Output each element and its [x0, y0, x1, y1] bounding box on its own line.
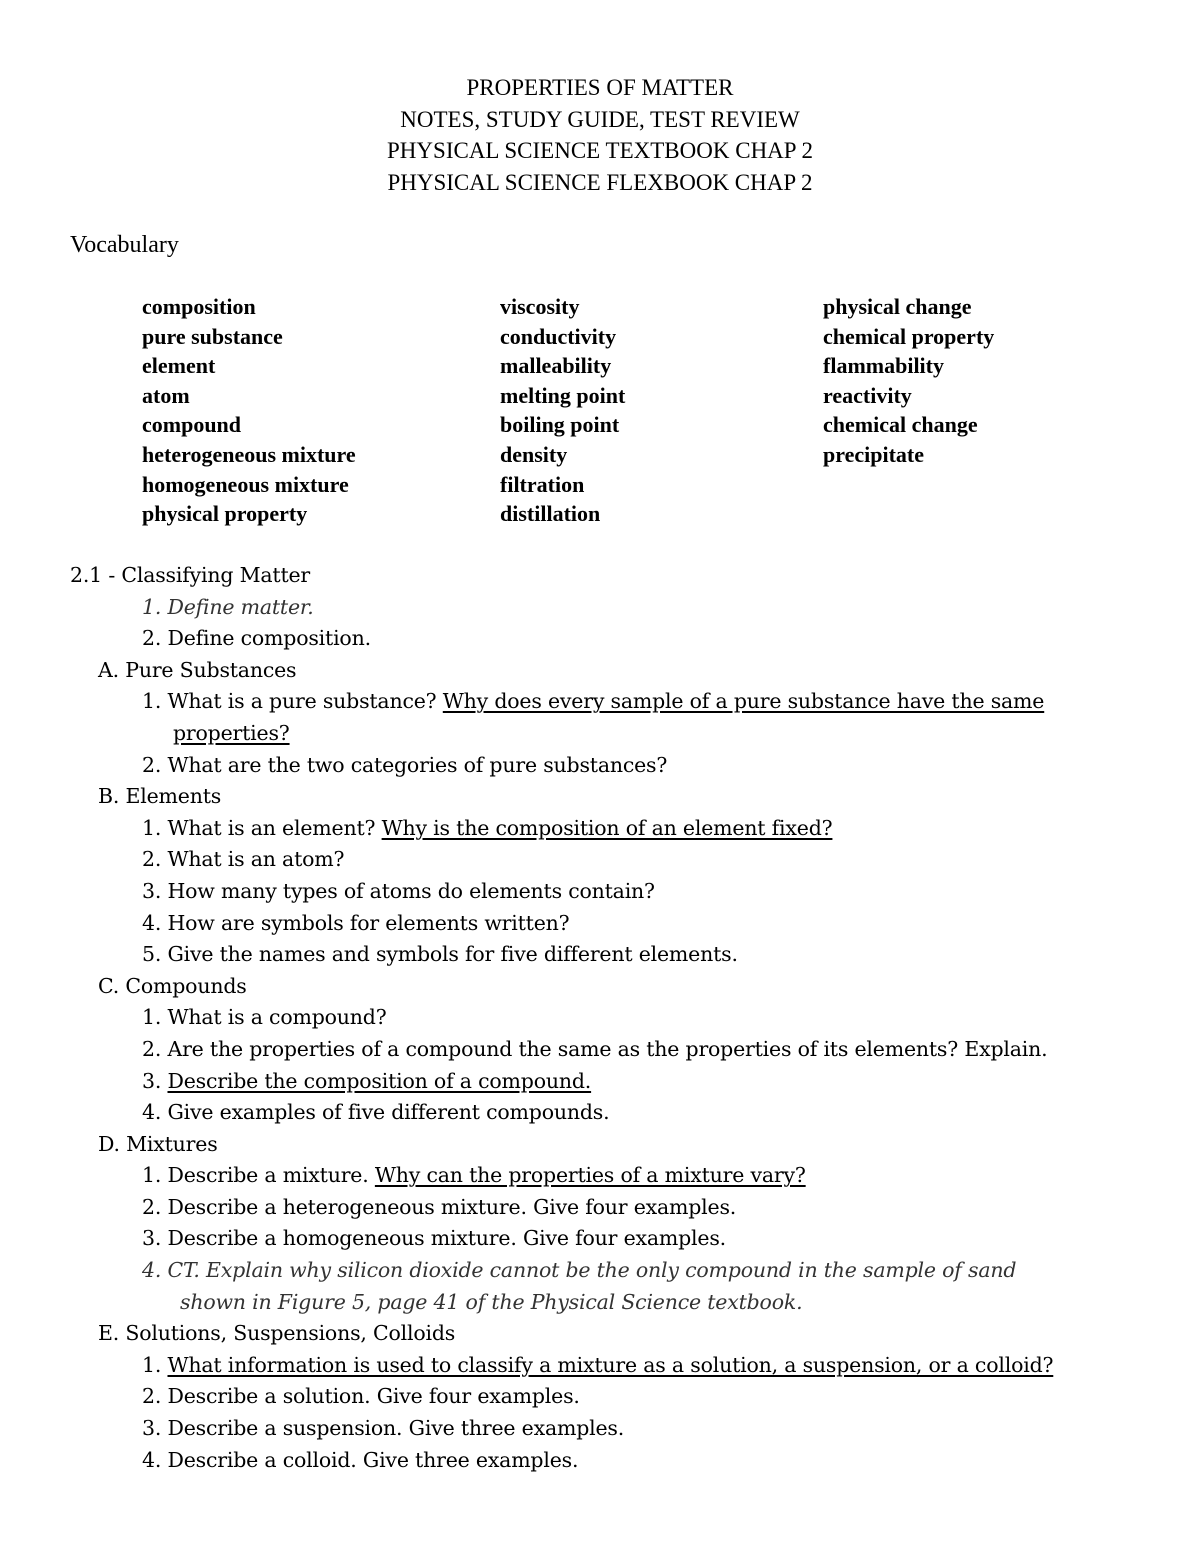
question-item — [0, 813, 1200, 845]
subsection-title: E. Solutions, Suspensions, Colloids — [98, 1321, 456, 1346]
vocab-term: viscosity — [500, 294, 580, 319]
question-item: 2. Define composition. — [142, 626, 371, 651]
question-item — [0, 1350, 1200, 1382]
vocab-term: physical change — [823, 294, 972, 319]
subsection-title: A. Pure Substances — [98, 657, 297, 682]
section-outline — [0, 560, 1200, 1476]
question-item: 3. How many types of atoms do elements contain? — [142, 878, 655, 903]
vocabulary-column-3 — [823, 292, 994, 470]
header-flexbook-ref: PHYSICAL SCIENCE FLEXBOOK CHAP 2 — [387, 169, 813, 195]
vocab-term: conductivity — [500, 323, 617, 349]
vocab-term: physical property — [142, 501, 308, 527]
vocab-term: pure substance — [142, 323, 283, 349]
vocab-term: composition — [142, 294, 256, 319]
question-item: 2. Are the properties of a compound the same as the properties of its elements? Explain. — [142, 1036, 1048, 1061]
header-title: PROPERTIES OF MATTER — [466, 75, 734, 100]
question-underlined-text: Why can the properties of a mixture vary? — [374, 1163, 806, 1188]
vocab-term: compound — [142, 412, 242, 438]
question-underlined-text: properties? — [173, 720, 290, 745]
question-item: 2. What are the two categories of pure substances? — [142, 752, 668, 777]
question-item: 3. Describe a homogeneous mixture. Give four examples. — [142, 1226, 726, 1251]
question-item: 4. Describe a colloid. Give three examples. — [142, 1447, 579, 1472]
question-continuation: shown in Figure 5, page 41 of the Physical Science textbook. — [180, 1289, 803, 1314]
vocab-term: heterogeneous mixture — [142, 441, 356, 467]
question-item: 2. What is an atom? — [142, 847, 345, 872]
vocab-term: homogeneous mixture — [142, 471, 349, 497]
question-item: 5. Give the names and symbols for five different elements. — [142, 942, 738, 967]
header-textbook-ref: PHYSICAL SCIENCE TEXTBOOK CHAP 2 — [387, 138, 813, 163]
question-item: 1. What is a compound? — [142, 1005, 387, 1030]
vocab-term: element — [142, 353, 216, 379]
question-underlined-text: Why does every sample of a pure substance have the same — [442, 689, 1045, 714]
question-item: 4. CT. Explain why silicon dioxide cannot be the only compound in the sample of sand — [142, 1258, 1017, 1283]
vocab-term: distillation — [500, 501, 601, 527]
question-item: 2. Describe a solution. Give four examples. — [142, 1384, 580, 1409]
vocab-term: melting point — [500, 382, 626, 408]
question-text: 1. — [142, 1352, 168, 1377]
vocab-term: chemical change — [823, 412, 978, 438]
question-underlined-text: Describe the composition of a compound. — [167, 1068, 592, 1093]
question-item — [0, 1066, 1200, 1098]
question-underlined-text: Why is the composition of an element fixed? — [381, 815, 833, 840]
question-text: 1. What is a pure substance? — [142, 689, 443, 714]
question-item: 3. Describe a suspension. Give three examples. — [142, 1416, 625, 1441]
vocab-term: chemical property — [823, 323, 995, 349]
question-item — [0, 686, 1200, 718]
question-text: 3. — [142, 1068, 168, 1093]
subsection-title: B. Elements — [98, 784, 222, 809]
question-text: 1. What is an element? — [142, 815, 382, 840]
question-item: 4. Give examples of five different compounds. — [142, 1100, 610, 1125]
question-item — [0, 1160, 1200, 1192]
document-header — [0, 72, 1200, 198]
vocab-term: density — [500, 441, 568, 467]
vocab-term: reactivity — [823, 382, 912, 408]
vocab-term: atom — [142, 382, 190, 408]
question-item: 1. Define matter. — [142, 594, 314, 619]
subsection-title: D. Mixtures — [98, 1131, 218, 1156]
vocab-term: precipitate — [823, 441, 925, 467]
vocabulary-heading: Vocabulary — [70, 232, 179, 258]
vocab-term: boiling point — [500, 412, 620, 438]
question-underlined-text: What information is used to classify a mixture as a solution, a suspension, or a colloid? — [167, 1352, 1054, 1377]
question-item: 4. How are symbols for elements written? — [142, 910, 570, 935]
question-text: 1. Describe a mixture. — [142, 1163, 375, 1188]
section-title: 2.1 - Classifying Matter — [70, 563, 311, 587]
question-item: 2. Describe a heterogeneous mixture. Give four examples. — [142, 1194, 737, 1219]
vocab-term: flammability — [823, 353, 944, 379]
header-subtitle: NOTES, STUDY GUIDE, TEST REVIEW — [400, 106, 800, 132]
subsection-title: C. Compounds — [98, 973, 247, 998]
vocabulary-column-1 — [142, 292, 356, 529]
question-continuation — [0, 718, 1200, 750]
vocabulary-column-2 — [500, 292, 625, 529]
vocab-term: filtration — [500, 471, 585, 497]
vocab-term: malleability — [500, 353, 612, 379]
